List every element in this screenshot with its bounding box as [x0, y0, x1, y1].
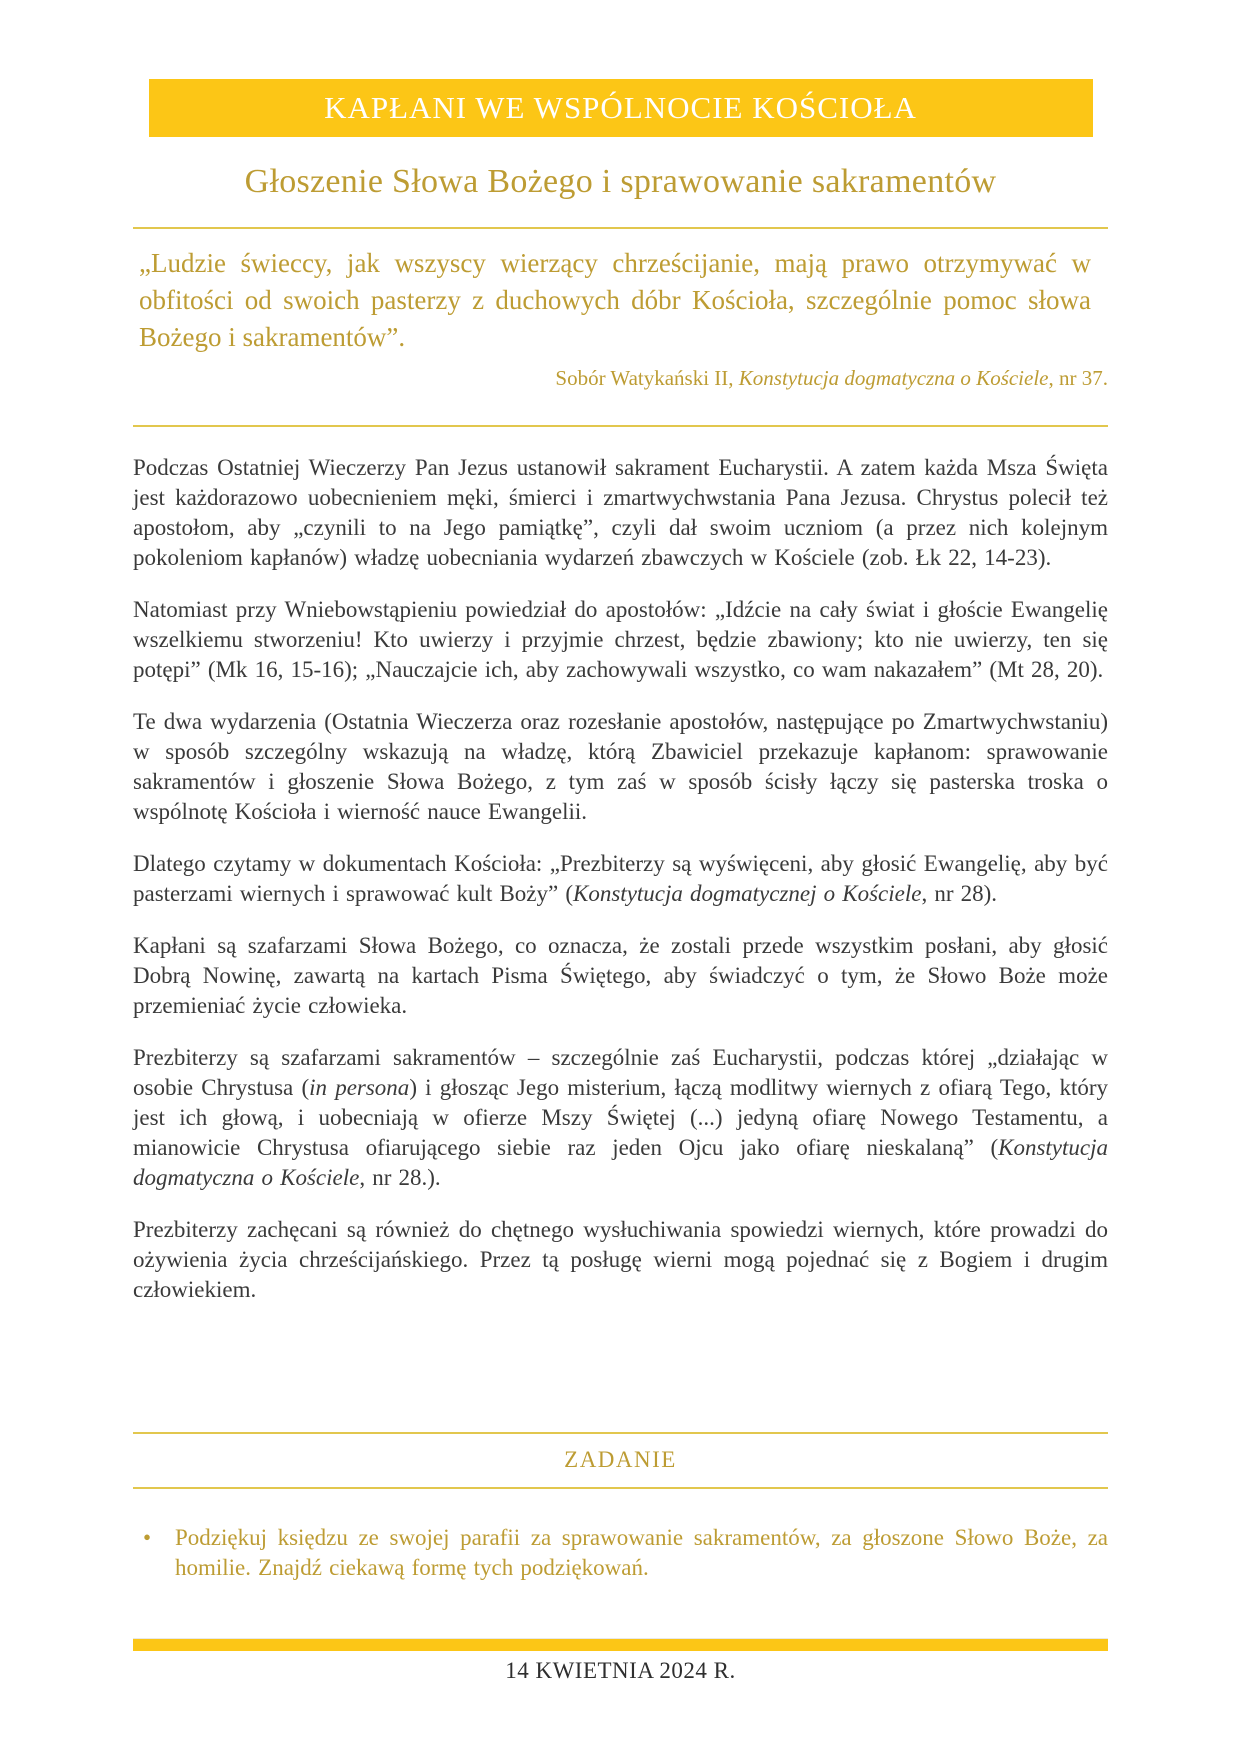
paragraph	[133, 1215, 1108, 1305]
paragraph-segment: , nr 28.).	[359, 1165, 441, 1190]
task-divider-top	[133, 1432, 1108, 1434]
paragraph-segment: Konstytucja dogmatyczna o Kościele	[133, 1135, 1108, 1190]
header-banner	[149, 79, 1093, 137]
task-list	[133, 1523, 1108, 1583]
page-footer	[133, 1638, 1108, 1684]
banner-title: KAPŁANI WE WSPÓLNOCIE KOŚCIOŁA	[324, 90, 917, 125]
attribution-prefix: Sobór Watykański II,	[555, 366, 739, 390]
paragraph	[133, 849, 1108, 909]
divider-top	[133, 227, 1108, 229]
paragraph-segment: Te dwa wydarzenia (Ostatnia Wieczerza oraz rozesłanie apostołów, następujące po Zmartwychwstaniu) w sposób szczególny wskazują na władzę, którą Zbawiciel przekazuje kapłanom: sprawowanie sakramentów i głoszenie Słowa Bożego, z tym zaś w sposób ścisły łączy się pasterska troska o wspólnotę Kościoła i wierność nauce Ewangelii.	[133, 709, 1108, 824]
quote-section	[133, 245, 1108, 391]
task-divider-bottom	[133, 1487, 1108, 1489]
paragraph-segment: in persona	[309, 1075, 410, 1100]
document-page	[133, 0, 1108, 1755]
task-section	[133, 1432, 1108, 1583]
paragraph-segment: Dlatego czytamy w dokumentach Kościoła: „Prezbiterzy są wyświęceni, aby głosić Ewangelię, aby być pasterzami wiernych i sprawować kult Boży” (	[133, 851, 1108, 906]
paragraph-segment: ) i głosząc Jego misterium, łączą modlitwy wiernych z ofiarą Tego, który jest ich głową, i uobecniają w ofierze Mszy Świętej (...) jedyną ofiarę Nowego Testamentu, a mianowicie Chrystusa ofiarującego siebie raz jeden Ojcu jako ofiarę nieskalaną” (	[133, 1075, 1109, 1160]
page-title: Głoszenie Słowa Bożego i sprawowanie sakramentów	[244, 163, 997, 200]
bullet-icon: •	[143, 1525, 152, 1550]
paragraph	[133, 1043, 1108, 1193]
paragraph	[133, 453, 1108, 573]
footer-date: 14 KWIETNIA 2024 R.	[505, 1658, 736, 1683]
paragraph	[133, 931, 1108, 1021]
task-item	[133, 1523, 1108, 1583]
task-heading: ZADANIE	[564, 1447, 677, 1472]
task-item-text: Podziękuj księdzu ze swojej parafii za sprawowanie sakramentów, za głoszone Słowo Boże, za homilie. Znajdź ciekawą formę tych podziękowań.	[175, 1525, 1108, 1580]
quote-text: „Ludzie świeccy, jak wszyscy wierzący chrześcijanie, mają prawo otrzymywać w obfitości od swoich pasterzy z duchowych dóbr Kościoła, szczególnie pomoc słowa Bożego i sakramentów”.	[139, 248, 1091, 352]
paragraph-segment: , nr 28).	[921, 881, 998, 906]
paragraph-segment: Kapłani są szafarzami Słowa Bożego, co oznacza, że zostali przede wszystkim posłani, aby głosić Dobrą Nowinę, zawartą na kartach Pisma Świętego, aby świadczyć o tym, że Słowo Boże może przemieniać życie człowieka.	[133, 933, 1108, 1018]
paragraph-segment: Podczas Ostatniej Wieczerzy Pan Jezus ustanowił sakrament Eucharystii. A zatem każda Msza Święta jest każdorazowo uobecnieniem męki, śmierci i zmartwychwstania Pana Jezusa. Chrystus polecił też apostołom, aby „czynili to na Jego pamiątkę”, czyli dał swoim uczniom (a przez nich kolejnym pokoleniom kapłanów) władzę uobecniania wydarzeń zbawczych w Kościele (zob. Łk 22, 14-23).	[133, 455, 1108, 570]
paragraph	[133, 595, 1108, 685]
body-paragraphs	[133, 453, 1108, 1305]
footer-bar	[133, 1638, 1108, 1651]
divider-quote-bottom	[133, 425, 1108, 427]
paragraph-segment: Natomiast przy Wniebowstąpieniu powiedział do apostołów: „Idźcie na cały świat i głoście Ewangelię wszelkiemu stworzeniu! Kto uwierzy i przyjmie chrzest, będzie zbawiony; kto nie uwierzy, ten się potępi” (Mk 16, 15-16); „Nauczajcie ich, aby zachowywali wszystko, co wam nakazałem” (Mt 28, 20).	[133, 597, 1108, 682]
quote-attribution	[133, 366, 1108, 391]
paragraph-segment: Prezbiterzy są szafarzami sakramentów – szczególnie zaś Eucharystii, podczas której „działając w osobie Chrystusa (	[133, 1045, 1108, 1100]
attribution-suffix: , nr 37.	[1048, 366, 1108, 390]
paragraph-segment: Prezbiterzy zachęcani są również do chętnego wysłuchiwania spowiedzi wiernych, które prowadzi do ożywienia życia chrześcijańskiego. Przez tą posługę wierni mogą pojednać się z Bogiem i drugim człowiekiem.	[133, 1217, 1108, 1302]
attribution-source: Konstytucja dogmatyczna o Kościele	[738, 366, 1049, 390]
paragraph	[133, 707, 1108, 827]
paragraph-segment: Konstytucja dogmatycznej o Kościele	[573, 881, 922, 906]
